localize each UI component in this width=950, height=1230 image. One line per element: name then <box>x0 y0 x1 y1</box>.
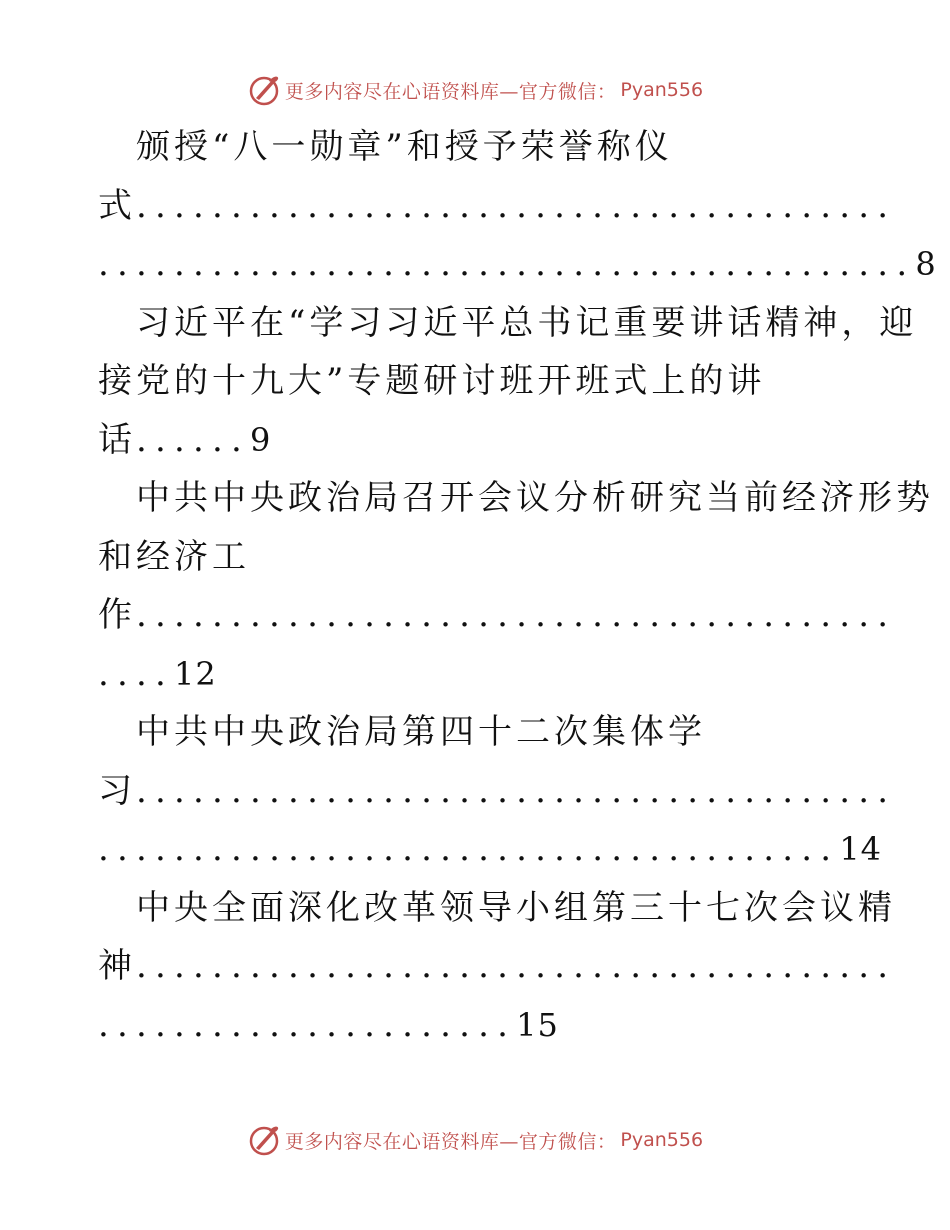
toc-line <box>98 235 937 294</box>
toc-line <box>98 294 918 353</box>
toc-line <box>98 820 883 879</box>
toc-line-dots: ........................................ <box>136 770 897 811</box>
toc-line-text: 习 <box>98 770 136 811</box>
toc-line-dots: ........................................... <box>98 244 916 284</box>
header-banner-wechat-id[interactable]: Pyan556 <box>620 79 704 101</box>
toc-line-page: 9 <box>250 420 272 459</box>
footer-banner-text: 更多内容尽在心语资料库—官方微信： <box>284 1130 617 1153</box>
footer-banner-wechat-id[interactable]: Pyan556 <box>620 1129 704 1151</box>
toc-line-text: 作 <box>98 595 136 635</box>
toc-line-dots: ........................................ <box>136 595 897 635</box>
toc-line-text: 神 <box>98 946 136 986</box>
toc-line <box>98 411 858 470</box>
toc-line-text: 式 <box>98 185 136 226</box>
toc-line-dots: ........................................ <box>136 185 897 226</box>
toc-line <box>98 879 896 938</box>
toc-line-page: 12 <box>174 654 217 693</box>
toc-line-page: 8 <box>915 245 937 283</box>
toc-line-page: 15 <box>516 1005 559 1044</box>
table-of-contents <box>98 118 937 1054</box>
toc-line <box>98 118 858 177</box>
toc-line-text: 颁授“八一勋章”和授予荣誉称仪 <box>136 127 673 167</box>
toc-line <box>98 177 897 236</box>
toc-line-text: 习近平在“学习习近平总书记重要讲话精神，迎 <box>136 302 918 343</box>
toc-line-dots: .... <box>98 653 175 694</box>
toc-line <box>98 645 858 704</box>
toc-line <box>98 586 897 645</box>
toc-line-dots: ...... <box>136 419 251 460</box>
toc-line-dots: ...................... <box>98 1004 517 1045</box>
toc-line-page: 14 <box>839 830 883 868</box>
toc-line-text: 和经济工 <box>98 536 250 577</box>
footer-banner <box>0 1120 950 1160</box>
toc-line <box>98 703 858 762</box>
toc-line-text: 中共中央政治局召开会议分析研究当前经济形势 <box>136 478 934 518</box>
toc-line-dots: ....................................... <box>98 829 840 869</box>
toc-line <box>98 996 858 1055</box>
toc-line <box>98 528 858 587</box>
toc-line <box>98 937 897 996</box>
toc-line <box>98 469 934 528</box>
quill-logo-icon <box>247 73 281 107</box>
quill-logo-icon <box>247 1123 281 1157</box>
toc-line-text: 中共中央政治局第四十二次集体学 <box>136 712 706 752</box>
header-banner-text: 更多内容尽在心语资料库—官方微信： <box>284 80 617 103</box>
toc-line-text: 中央全面深化改革领导小组第三十七次会议精 <box>136 887 896 928</box>
toc-line-dots: ........................................ <box>136 946 897 986</box>
toc-line <box>98 352 858 411</box>
toc-line-text: 话 <box>98 419 136 460</box>
toc-line <box>98 762 897 821</box>
toc-line-text: 接党的十九大”专题研讨班开班式上的讲 <box>98 361 766 401</box>
header-banner <box>0 70 950 110</box>
